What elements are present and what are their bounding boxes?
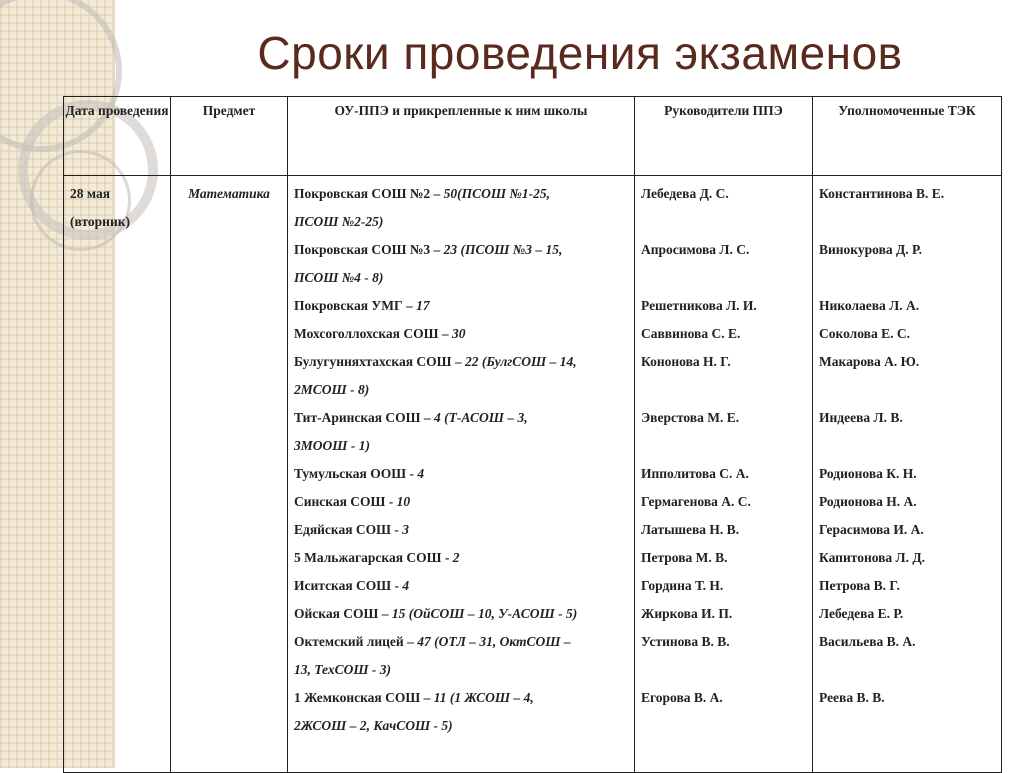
manager-name: Саввинова С. Е.	[641, 326, 741, 341]
tek-spacer	[819, 432, 995, 460]
school-count: 17	[416, 298, 430, 313]
tek-name: Герасимова И. А.	[819, 522, 924, 537]
school-count: 22 (БулгСОШ – 14,	[464, 354, 577, 369]
school-entry-continued	[294, 432, 628, 460]
header-tek: Уполномоченные ТЭК	[813, 97, 1002, 176]
manager-spacer	[641, 208, 806, 236]
school-name: Ойская СОШ	[294, 606, 379, 621]
tek-name: Соколова Е. С.	[819, 326, 910, 341]
manager-name: Петрова М. В.	[641, 550, 728, 565]
school-count-continued: ПСОШ №2-25)	[294, 214, 384, 229]
school-count: 15 (ОйСОШ – 10, У-АСОШ - 5)	[391, 606, 578, 621]
school-count: 47 (ОТЛ – 31, ОктСОШ –	[417, 634, 571, 649]
school-count-continued: ПСОШ №4 - 8)	[294, 270, 384, 285]
tek-name: Индеева Л. В.	[819, 410, 903, 425]
school-entry-continued	[294, 376, 628, 404]
school-separator: -	[441, 550, 453, 565]
manager-name: Жиркова И. П.	[641, 606, 733, 621]
tek-name: Винокурова Д. Р.	[819, 242, 922, 257]
school-name: Октемский лицей	[294, 634, 404, 649]
manager-spacer	[641, 264, 806, 292]
school-entry	[294, 236, 628, 264]
school-entry	[294, 600, 628, 628]
school-entry-continued	[294, 264, 628, 292]
school-separator: -	[391, 522, 403, 537]
school-separator: –	[378, 606, 392, 621]
manager-name: Эверстова М. Е.	[641, 410, 740, 425]
header-managers: Руководители ППЭ	[635, 97, 813, 176]
school-count: 4	[417, 466, 425, 481]
school-name: Покровская УМГ	[294, 298, 403, 313]
school-name: Едяйская СОШ	[294, 522, 391, 537]
school-separator: -	[391, 578, 403, 593]
tek-name: Васильева В. А.	[819, 634, 916, 649]
school-name: Покровская СОШ №3	[294, 242, 431, 257]
manager-spacer	[641, 656, 806, 684]
school-separator: –	[420, 410, 434, 425]
tek-spacer	[819, 656, 995, 684]
exam-schedule-table	[63, 96, 1002, 773]
school-count: 11 (1 ЖСОШ – 4,	[433, 690, 534, 705]
date-day: 28 мая	[70, 186, 111, 201]
school-count: 10	[396, 494, 411, 509]
school-entry-continued	[294, 208, 628, 236]
school-entry	[294, 292, 628, 320]
school-count: 30	[451, 326, 466, 341]
header-subject: Предмет	[171, 97, 288, 176]
tek-spacer	[819, 208, 995, 236]
date-weekday: (вторник)	[70, 214, 130, 229]
school-entry	[294, 628, 628, 656]
school-entry	[294, 180, 628, 208]
school-count: 2	[452, 550, 460, 565]
manager-name: Устинова В. В.	[641, 634, 730, 649]
page-title: Сроки проведения экзаменов	[257, 27, 903, 79]
cell-schools	[288, 176, 635, 773]
school-separator: –	[402, 298, 417, 313]
tek-name: Реева В. В.	[819, 690, 885, 705]
tek-name: Родионова К. Н.	[819, 466, 917, 481]
manager-spacer	[641, 712, 806, 740]
manager-name: Гермагенова А. С.	[641, 494, 751, 509]
school-separator: –	[438, 326, 452, 341]
school-count: 50(ПСОШ №1-25,	[443, 186, 550, 201]
tek-spacer	[819, 376, 995, 404]
tek-name: Макарова А. Ю.	[819, 354, 920, 369]
tek-name: Константинова В. Е.	[819, 186, 945, 201]
school-name: Синская СОШ	[294, 494, 386, 509]
manager-spacer	[641, 376, 806, 404]
manager-name: Егорова В. А.	[641, 690, 723, 705]
school-count: 4 (Т-АСОШ – 3,	[433, 410, 528, 425]
school-entry	[294, 320, 628, 348]
school-separator: -	[385, 494, 397, 509]
school-count-continued: 2МСОШ - 8)	[294, 382, 370, 397]
manager-name: Лебедева Д. С.	[641, 186, 729, 201]
tek-name: Капитонова Л. Д.	[819, 550, 926, 565]
cell-managers	[635, 176, 813, 773]
school-entry-continued	[294, 656, 628, 684]
school-count-continued: 3МООШ - 1)	[294, 438, 370, 453]
school-entry	[294, 460, 628, 488]
school-name: 1 Жемконская СОШ	[294, 690, 421, 705]
school-count: 4	[402, 578, 410, 593]
school-separator: –	[451, 354, 465, 369]
manager-name: Ипполитова С. А.	[641, 466, 749, 481]
school-separator: –	[430, 242, 444, 257]
school-name: Тит-Аринская СОШ	[294, 410, 421, 425]
table-header-row	[64, 97, 1002, 176]
school-count-continued: 13, ТехСОШ - 3)	[294, 662, 392, 677]
school-entry	[294, 348, 628, 376]
school-name: 5 Мальжагарская СОШ	[294, 550, 442, 565]
tek-spacer	[819, 712, 995, 740]
tek-spacer	[819, 264, 995, 292]
manager-spacer	[641, 432, 806, 460]
school-separator: –	[420, 690, 434, 705]
school-separator: –	[403, 634, 418, 649]
tek-name: Николаева Л. А.	[819, 298, 920, 313]
manager-name: Решетникова Л. И.	[641, 298, 757, 313]
school-entry	[294, 516, 628, 544]
manager-name: Гордина Т. Н.	[641, 578, 724, 593]
school-separator: –	[430, 186, 444, 201]
school-name: Булугунняхтахская СОШ	[294, 354, 452, 369]
tek-name: Петрова В. Г.	[819, 578, 900, 593]
school-name: Покровская СОШ №2	[294, 186, 431, 201]
school-count: 23 (ПСОШ №3 – 15,	[443, 242, 563, 257]
school-entry	[294, 544, 628, 572]
header-schools: ОУ-ППЭ и прикрепленные к ним школы	[288, 97, 635, 176]
manager-name: Кононова Н. Г.	[641, 354, 731, 369]
cell-subject	[171, 176, 288, 773]
school-entry-continued	[294, 712, 628, 740]
cell-date	[64, 176, 171, 773]
subject-name: Математика	[188, 186, 270, 201]
school-count-continued: 2ЖСОШ – 2, КачСОШ - 5)	[294, 718, 453, 733]
school-entry	[294, 404, 628, 432]
table-row	[64, 176, 1002, 773]
manager-name: Апросимова Л. С.	[641, 242, 750, 257]
school-count: 3	[402, 522, 409, 537]
school-entry	[294, 572, 628, 600]
school-separator: -	[406, 466, 418, 481]
cell-tek	[813, 176, 1002, 773]
manager-name: Латышева Н. В.	[641, 522, 740, 537]
tek-name: Родионова Н. А.	[819, 494, 917, 509]
school-entry	[294, 488, 628, 516]
header-date: Дата проведения	[64, 97, 171, 176]
school-name: Тумульская ООШ	[294, 466, 407, 481]
school-name: Иситская СОШ	[294, 578, 392, 593]
tek-name: Лебедева Е. Р.	[819, 606, 904, 621]
school-name: Мохсоголлохская СОШ	[294, 326, 439, 341]
school-entry	[294, 684, 628, 712]
